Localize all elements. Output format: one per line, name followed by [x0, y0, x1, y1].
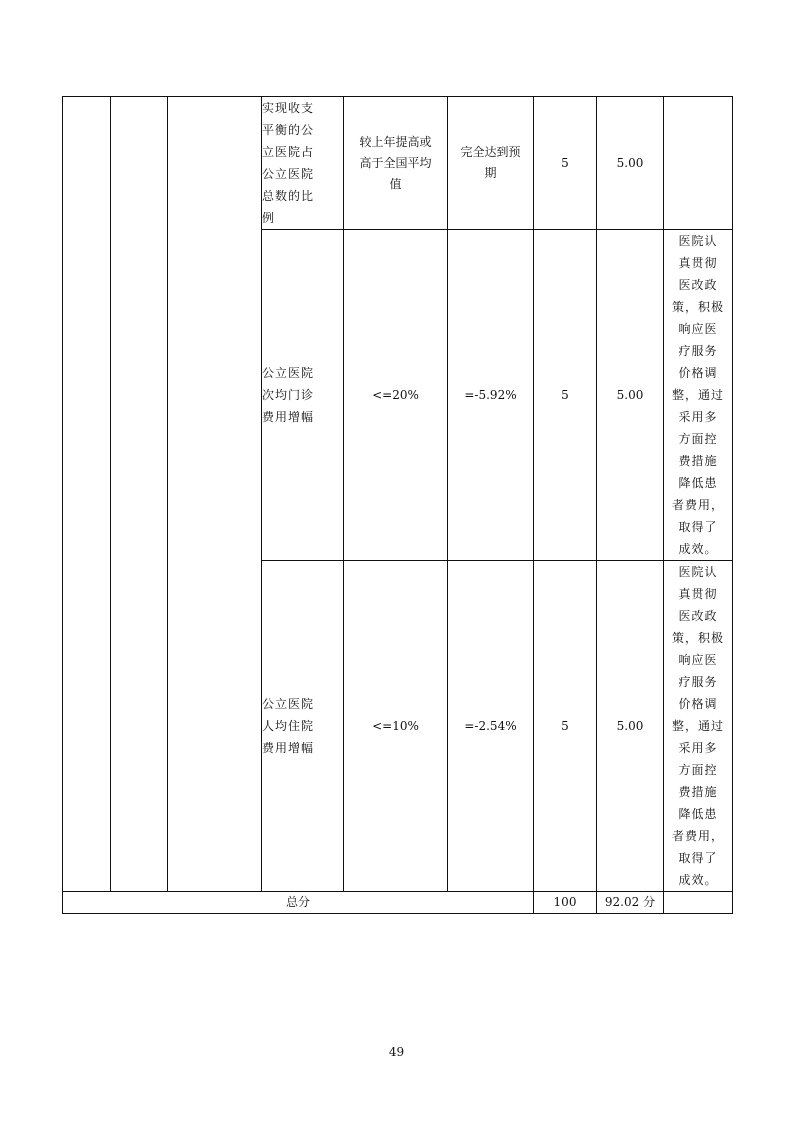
remark-line: 采用多: [678, 410, 718, 424]
remark-line: 医改政: [678, 609, 718, 623]
actual-value-cell: [448, 561, 534, 892]
weight-cell: 5: [534, 561, 597, 892]
remark-line: 方面控: [678, 432, 718, 446]
indicator-line: 公立医院: [262, 167, 315, 181]
indicator-line: 次均门诊: [262, 388, 315, 402]
table-row: [63, 97, 733, 230]
indicator-cell: [262, 230, 344, 561]
remark-line: 策，积极: [671, 631, 724, 645]
actual-line: 完全达到预: [460, 145, 521, 159]
indicator-line: 公立医院: [262, 366, 315, 380]
remark-line: 医院认: [678, 565, 718, 579]
indicator-cell: [262, 561, 344, 892]
indicator-line: 费用增幅: [262, 410, 315, 424]
remark-line: 成效。: [678, 873, 718, 887]
actual-line: =-2.54%: [464, 718, 517, 733]
score-cell: 5.00: [597, 230, 664, 561]
remark-line: 方面控: [678, 763, 718, 777]
actual-line: =-5.92%: [464, 387, 517, 402]
score-cell: 5.00: [597, 97, 664, 230]
level3-indicator-cell: [168, 97, 262, 892]
total-weight: 100: [534, 892, 597, 914]
indicator-cell: [262, 97, 344, 230]
remark-line: 降低患: [678, 807, 718, 821]
actual-line: 期: [484, 166, 497, 180]
remark-cell: [664, 97, 733, 230]
remark-line: 费措施: [678, 454, 718, 468]
target-value-cell: [344, 561, 448, 892]
indicator-line: 费用增幅: [262, 741, 315, 755]
remark-line: 成效。: [678, 542, 718, 556]
remark-line: 取得了: [678, 851, 718, 865]
target-line: 高于全国平均: [359, 155, 432, 170]
remark-line: 疗服务: [678, 675, 718, 689]
target-line: 值: [389, 176, 402, 191]
page-number: 49: [388, 1045, 405, 1059]
remark-line: 真贯彻: [678, 256, 718, 270]
remark-line: 整，通过: [671, 719, 724, 733]
remark-line: 策，积极: [671, 300, 724, 314]
indicator-line: 平衡的公: [262, 123, 315, 137]
remark-line: 者费用，: [671, 498, 724, 512]
indicator-line: 人均住院: [262, 719, 315, 733]
target-value-cell: [344, 230, 448, 561]
total-remark: [664, 892, 733, 914]
remark-line: 真贯彻: [678, 587, 718, 601]
total-label: 总分: [63, 892, 534, 914]
target-line: 较上年提高或: [359, 134, 432, 149]
remark-line: 价格调: [678, 697, 718, 711]
indicator-line: 总数的比: [262, 189, 315, 203]
target-line: <=20%: [372, 387, 419, 402]
total-row: [63, 892, 733, 914]
remark-line: 费措施: [678, 785, 718, 799]
weight-cell: 5: [534, 230, 597, 561]
remark-cell: [664, 561, 733, 892]
weight-cell: 5: [534, 97, 597, 230]
remark-line: 价格调: [678, 366, 718, 380]
performance-table: [62, 96, 733, 914]
score-cell: 5.00: [597, 561, 664, 892]
remark-line: 疗服务: [678, 344, 718, 358]
indicator-line: 公立医院: [262, 697, 315, 711]
total-score: 92.02 分: [597, 892, 664, 914]
remark-line: 医改政: [678, 278, 718, 292]
remark-line: 响应医: [678, 653, 718, 667]
level1-indicator-cell: [63, 97, 111, 892]
remark-line: 降低患: [678, 476, 718, 490]
remark-line: 医院认: [678, 234, 718, 248]
target-line: <=10%: [372, 718, 419, 733]
remark-line: 整，通过: [671, 388, 724, 402]
indicator-line: 例: [262, 211, 276, 225]
actual-value-cell: [448, 230, 534, 561]
indicator-line: 实现收支: [262, 101, 315, 115]
remark-line: 者费用，: [671, 829, 724, 843]
target-value-cell: [344, 97, 448, 230]
actual-value-cell: [448, 97, 534, 230]
level2-indicator-cell: [111, 97, 168, 892]
indicator-line: 立医院占: [262, 145, 315, 159]
remark-line: 响应医: [678, 322, 718, 336]
remark-cell: [664, 230, 733, 561]
remark-line: 取得了: [678, 520, 718, 534]
remark-line: 采用多: [678, 741, 718, 755]
